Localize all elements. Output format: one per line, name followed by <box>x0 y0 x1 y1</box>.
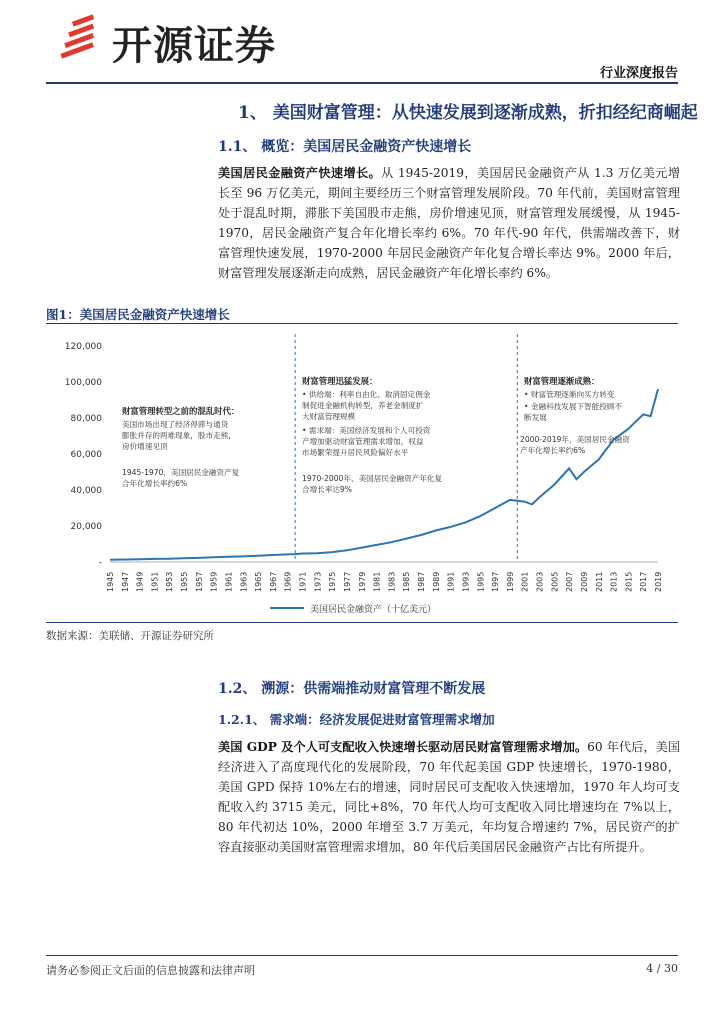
x-tick-label: 2011 <box>594 571 604 592</box>
x-tick-label: 1997 <box>491 571 501 592</box>
annotation-2-title: 财富管理迅猛发展： <box>302 376 378 386</box>
demand-paragraph <box>218 737 680 857</box>
annotation-2-line: 制促进金融机构转型，养老金制度扩 <box>302 401 424 410</box>
annotation-3-line: 断发展 <box>524 413 547 422</box>
x-tick-label: 2019 <box>654 571 663 592</box>
figure-top-rule <box>46 323 678 324</box>
x-tick-label: 1973 <box>313 571 323 592</box>
x-tick-label: 2015 <box>624 571 634 592</box>
annotation-3-title: 财富管理逐渐成熟： <box>524 376 600 386</box>
x-tick-label: 1987 <box>417 571 427 592</box>
x-tick-label: 1991 <box>446 571 456 592</box>
figure-title: 图1：美国居民金融资产快速增长 <box>46 307 230 322</box>
y-tick-label: - <box>98 558 102 568</box>
annotation-1-line: 美国市场出现了经济停滞与通货 <box>122 420 229 429</box>
demand-body: 60 年代后，美国经济进入了高度现代化的发展阶段，70 年代起美国 GDP 快速增长，1970-1980，美国 GPD 保持 10%左右的增速，同时居民可支配收入快速增加，1970 年人均可支配收入约 3715 美元，同比+8%，70 年代人均可支配收入同比增速均在 7%以上，80 年代初达 10%，2000 年增至 3.7 万美元，年均复合增速约 7%，居民资产的扩容直接驱动美国财富管理需求增加，80 年代后美国居民金融资产占比有所提升。 <box>218 740 680 854</box>
y-tick-label: 40,000 <box>70 486 102 496</box>
x-tick-label: 1957 <box>194 571 204 592</box>
annotation-2-rate: 合增长率达9% <box>302 485 353 494</box>
figure-bottom-rule <box>46 622 678 623</box>
annotation-2-line: 产增加驱动财富管理需求增加，权益 <box>302 437 424 446</box>
footer-divider <box>46 955 678 956</box>
x-tick-label: 1977 <box>342 571 352 592</box>
annotation-era-1 <box>122 406 240 488</box>
section-title: 1、 美国财富管理：从快速发展到逐渐成熟，折扣经纪商崛起 <box>238 103 698 123</box>
subsection-title: 1.2、 溯源：供需端推动财富管理不断发展 <box>218 681 486 697</box>
brand-logo-mark <box>58 14 108 62</box>
x-tick-label: 1971 <box>298 571 308 592</box>
annotation-3-line: • 金融科技发展下智能投顾不 <box>524 402 623 411</box>
x-tick-label: 1979 <box>357 571 367 592</box>
x-tick-label: 1965 <box>254 571 264 592</box>
y-tick-label: 120,000 <box>64 342 102 352</box>
x-tick-label: 1985 <box>402 571 412 592</box>
annotation-2-line: • 需求端：美国经济发展和个人可投资 <box>302 426 431 435</box>
x-tick-label: 1961 <box>224 571 234 592</box>
x-tick-label: 1945 <box>106 571 115 592</box>
x-tick-label: 1949 <box>135 571 145 592</box>
x-tick-label: 2017 <box>639 571 649 592</box>
annotation-3-rate: 2000-2019年，美国居民金融资 <box>520 435 630 444</box>
x-tick-label: 2003 <box>535 571 545 592</box>
x-tick-label: 1951 <box>150 571 160 592</box>
x-tick-label: 1967 <box>268 571 278 592</box>
x-tick-label: 1989 <box>431 571 441 592</box>
x-tick-label: 2005 <box>550 571 560 592</box>
annotation-era-3 <box>520 376 630 455</box>
asset-line-chart <box>46 330 678 622</box>
demand-lead: 美国 GDP 及个人可支配收入快速增长驱动居民财富管理需求增加。 <box>218 740 588 754</box>
annotation-2-line: 大财富管理规模 <box>302 412 356 421</box>
figure-source: 数据来源：美联储、开源证券研究所 <box>46 630 214 642</box>
y-tick-label: 80,000 <box>70 414 102 424</box>
y-tick-label: 100,000 <box>64 378 102 388</box>
chart-legend <box>270 603 436 615</box>
x-tick-label: 2007 <box>565 571 575 592</box>
overview-lead: 美国居民金融资产快速增长。 <box>218 166 382 180</box>
x-tick-label: 1981 <box>372 571 382 592</box>
x-tick-label: 1993 <box>461 571 471 592</box>
x-tick-label: 1963 <box>239 571 249 592</box>
x-tick-label: 2009 <box>579 571 589 592</box>
x-tick-label: 1983 <box>387 571 397 592</box>
annotation-1-line: 房价增速见顶 <box>122 442 168 451</box>
x-tick-label: 1999 <box>505 571 515 592</box>
y-tick-label: 20,000 <box>70 522 102 532</box>
x-tick-label: 1947 <box>120 571 130 592</box>
annotation-3-line: • 财富管理逐渐向买方转变 <box>524 390 615 399</box>
page-number: 4 / 30 <box>646 962 678 975</box>
annotation-3-rate: 产年化增长率约6% <box>520 446 586 455</box>
legend-label: 美国居民金融资产（十亿美元） <box>310 605 437 615</box>
annotation-1-rate: 合年化增长率约6% <box>122 479 188 488</box>
annotation-1-rate: 1945-1970，美国居民金融资产复 <box>122 468 240 477</box>
x-tick-label: 1969 <box>283 571 293 592</box>
logo-icon <box>58 14 108 62</box>
x-tick-label: 1975 <box>328 571 338 592</box>
x-tick-label: 1995 <box>476 571 486 592</box>
annotation-1-line: 膨胀并存的两难现象，股市走熊， <box>122 431 236 440</box>
subsection-title: 1.1、 概览：美国居民金融资产快速增长 <box>218 139 472 155</box>
annotation-1-title: 财富管理转型之前的混乱时代： <box>122 406 240 416</box>
brand-name: 开源证券 <box>112 23 276 69</box>
x-tick-label: 1953 <box>165 571 175 592</box>
x-tick-label: 1955 <box>180 571 190 592</box>
y-tick-label: 60,000 <box>70 450 102 460</box>
footer-disclaimer: 请务必参阅正文后面的信息披露和法律声明 <box>46 964 255 977</box>
overview-paragraph <box>218 163 680 283</box>
x-tick-label: 1959 <box>209 571 219 592</box>
report-type: 行业深度报告 <box>599 66 678 81</box>
x-tick-label: 2001 <box>520 571 530 592</box>
annotation-2-rate: 1970-2000年，美国居民金融资产年化复 <box>302 474 443 483</box>
annotation-2-line: 市场繁荣提升居民风险偏好水平 <box>302 448 409 457</box>
x-tick-label: 2013 <box>609 571 619 592</box>
annotation-era-2 <box>302 376 443 494</box>
sub-subsection-title: 1.2.1、 需求端：经济发展促进财富管理需求增加 <box>218 712 495 727</box>
overview-body: 从 1945-2019，美国居民金融资产从 1.3 万亿美元增长至 96 万亿美元，期间主要经历三个财富管理发展阶段。70 年代前，美国财富管理处于混乱时期，滞胀下美国股市走熊，房价增速见顶，财富管理发展缓慢，从 1945-1970，居民金融资产复合年化增长率约 6%。70 年代-90 年代，供需端改善下，财富管理快速发展，1970-2000 年居民金融资产年化复合增长率达 9%。2000 年后，财富管理发展逐渐走向成熟，居民金融资产年化增长率约 6%。 <box>218 166 681 280</box>
header-divider <box>46 82 678 84</box>
annotation-2-line: • 供给端：利率自由化、取消固定佣金 <box>302 390 431 399</box>
